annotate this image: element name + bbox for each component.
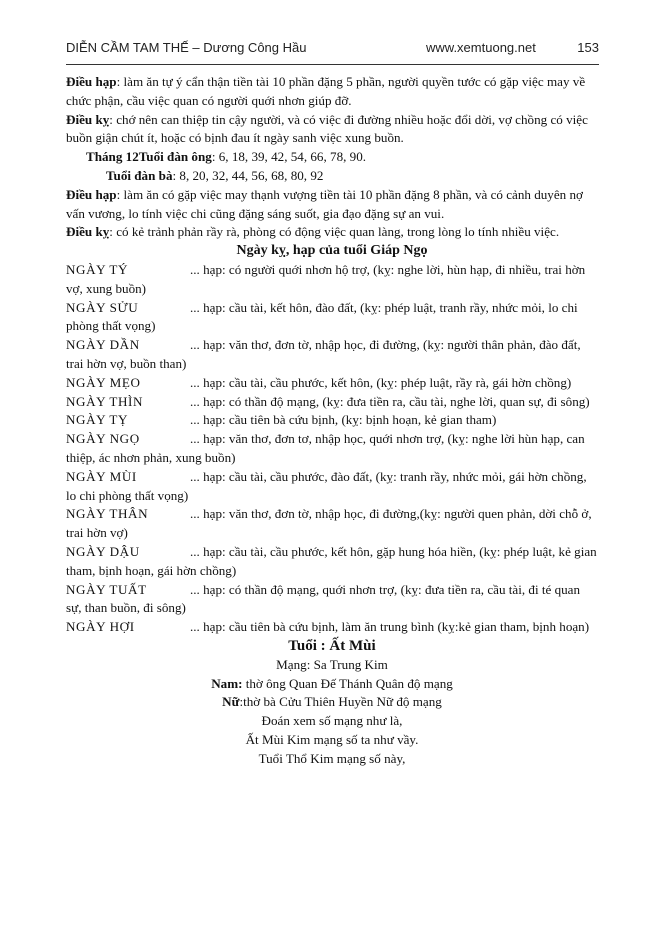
day-label: NGÀY MÙI [66, 468, 137, 484]
day-text: ... hạp: văn thơ, đơn tơ, nhập học, quới nhơn trợ, (kỵ: nghe lời hùn hạp, can thiệp, ác nhơn phản, xung buồn) [66, 431, 585, 465]
day-text: ... hạp: cầu tài, cầu phước, kết hôn, gặp hung hóa hiền, (kỵ: phép luật, kẻ gian tham, bịnh hoạn, gái hờn chồng) [66, 543, 597, 578]
paragraph-month12-dieu-ky [66, 223, 598, 242]
day-label: NGÀY MẸO [66, 374, 141, 390]
day-text: ... hạp: cầu tài, kết hôn, đào đất, (kỵ: phép luật, tranh rầy, nhức mỏi, lo chi phòng thất vọng) [66, 299, 578, 334]
header-divider [66, 64, 599, 65]
day-text: ... hạp: có thần độ mạng, quới nhơn trợ, (kỵ: đưa tiền ra, cầu tài, đi té quan sự, than buồn, đi sông) [66, 581, 581, 616]
day-label: NGÀY SỬU [66, 299, 139, 315]
male-ages: : 6, 18, 39, 42, 54, 66, 78, 90. [211, 149, 367, 165]
day-row-meo [66, 374, 598, 393]
day-text: ... hạp: cầu tiên bà cứu bịnh, (kỵ: bịnh hoạn, kẻ gian tham) [190, 412, 497, 428]
nu-label: Nữ [222, 694, 240, 710]
day-label: NGÀY DẬU [66, 543, 140, 559]
at-mui-mang: Mạng: Sa Trung Kim [276, 656, 388, 672]
header-website: www.xemtuong.net [426, 40, 536, 55]
month12-female-line [66, 167, 598, 186]
at-mui-nam-line [66, 675, 598, 694]
nam-text: thờ ông Quan Đế Thánh Quân độ mạng [242, 675, 453, 691]
day-text: ... hạp: cầu tài, cầu phước, đào đất, (kỵ: tranh rầy, nhức mỏi, gái hờn chồng, lo chi phòng thất vọng) [66, 468, 587, 503]
text-dieu-ky: : chớ nên can thiệp tin cậy người, và có việc đi đường nhiều hoặc đổi dời, vợ chồng có việc buồn giận chút ít, hoặc có bịnh đau ít ngày sanh việc xung buồn. [66, 111, 588, 146]
day-row-ty [66, 261, 598, 299]
day-row-ty-snake [66, 411, 598, 430]
day-text: ... hạp: văn thơ, đơn tờ, nhập học, đi đường,(kỵ: người quen phản, dời chỗ ở, trai hờn vợ) [66, 506, 592, 541]
verse-line: Tuổi Thổ Kim mạng số này, [258, 750, 406, 766]
day-row-hoi [66, 618, 598, 637]
day-label: NGÀY HỢI [66, 619, 135, 635]
day-row-suu [66, 299, 598, 337]
verse-line: Đoán xem số mạng như là, [261, 713, 403, 729]
paragraph-dieu-hap [66, 73, 598, 111]
day-text: ... hạp: có người quới nhơn hộ trợ, (kỵ: nghe lời, hùn hạp, đi nhiều, trai hờn vợ, xung buồn) [66, 261, 586, 296]
day-text: ... hạp: cầu tài, cầu phước, kết hôn, (kỵ: phép luật, rầy rà, gái hờn chồng) [190, 374, 572, 390]
female-label: Tuổi đàn bà [106, 167, 173, 183]
male-label: Tuổi đàn ông [138, 149, 212, 165]
month12-male-line [66, 148, 598, 167]
header-title: DIỄN CẦM TAM THẾ – Dương Công Hầu [66, 40, 307, 55]
page-number: 153 [577, 40, 599, 55]
day-label: NGÀY THÌN [66, 393, 144, 409]
day-text: ... hạp: cầu tiên bà cứu bịnh, làm ăn trung bình (kỵ:kẻ gian tham, bịnh hoạn) [190, 619, 590, 635]
day-row-thin [66, 393, 598, 412]
page-header [66, 40, 599, 62]
day-label: NGÀY TUẤT [66, 581, 147, 597]
nam-label: Nam: [211, 675, 243, 691]
page-content [66, 73, 598, 768]
section-title: Ngày kỵ, hạp của tuổi Giáp Ngọ [236, 243, 428, 259]
month12-label: Tháng 12 [86, 149, 139, 165]
day-row-dan [66, 336, 598, 374]
at-mui-title: Tuổi : Ất Mùi [288, 637, 376, 654]
verse-line: Ất Mùi Kim mạng số ta như vầy. [245, 731, 419, 747]
label-dieu-hap: Điều hạp [66, 74, 117, 89]
nu-text: :thờ bà Cửu Thiên Huyền Nữ độ mạng [239, 694, 442, 710]
female-ages: : 8, 20, 32, 44, 56, 68, 80, 92 [172, 167, 324, 183]
text-dieu-ky: : có kẻ trảnh phản rầy rà, phòng có động việc quan làng, trong lòng lo tính nhiều việc. [109, 224, 560, 240]
day-text: ... hạp: có thần độ mạng, (kỵ: đưa tiền ra, cầu tài, nghe lời, quan sự, đi sông) [190, 393, 590, 409]
label-dieu-ky: Điều kỵ [66, 111, 110, 127]
paragraph-month12-dieu-hap [66, 186, 598, 224]
paragraph-dieu-ky [66, 111, 598, 149]
label-dieu-hap: Điều hạp [66, 186, 117, 202]
day-label: NGÀY TÝ [66, 261, 129, 277]
day-row-ngo [66, 430, 598, 468]
text-dieu-hap: : làm ăn tự ý cẩn thận tiền tài 10 phần đặng 5 phần, người quyền tước có gặp việc may về chức phận, cầu việc quan có người quới nhơn giúp đỡ. [66, 74, 586, 108]
day-row-mui [66, 468, 598, 506]
day-label: NGÀY DẦN [66, 337, 140, 353]
day-label: NGÀY THÂN [66, 506, 149, 522]
day-label: NGÀY NGỌ [66, 431, 140, 447]
label-dieu-ky: Điều kỵ [66, 224, 110, 240]
day-label: NGÀY TỴ [66, 412, 129, 428]
at-mui-nu-line [66, 693, 598, 712]
text-dieu-hap: : làm ăn có gặp việc may thạnh vượng tiền tài 10 phần đặng 8 phần, và có cảnh duyên nợ vấn vương, lo tính việc chi cũng đặng sáng suốt, gia đạo đặng sự an vui. [66, 186, 583, 221]
day-row-than [66, 505, 598, 543]
day-row-tuat [66, 581, 598, 619]
day-text: ... hạp: văn thơ, đơn tờ, nhập học, đi đường, (kỵ: người thân phản, đào đất, trai hờn vợ, buồn than) [66, 337, 581, 371]
day-row-dau [66, 543, 598, 581]
